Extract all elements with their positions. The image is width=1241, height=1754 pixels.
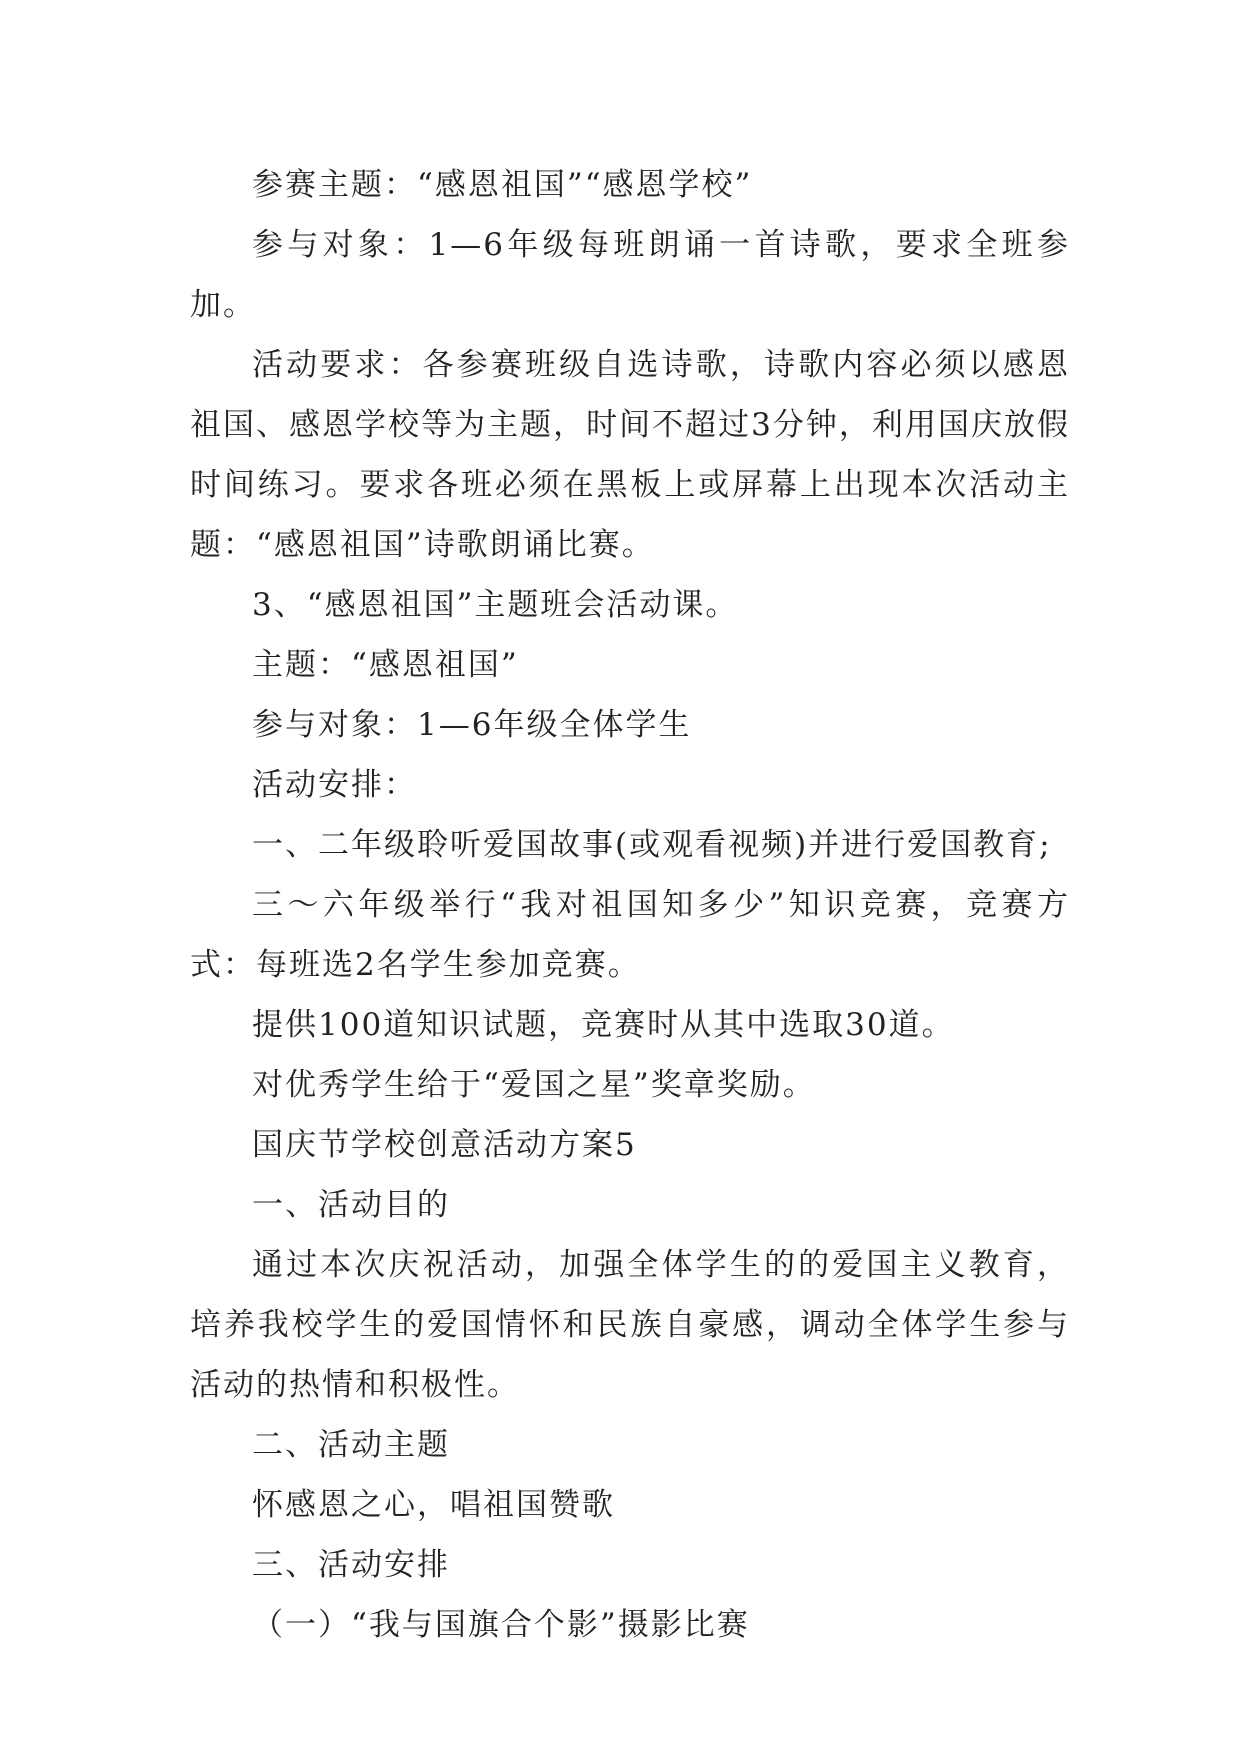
heading-arrangement: 三、活动安排: [252, 1547, 450, 1583]
paragraph-theme-text: 怀感恩之心，唱祖国赞歌: [252, 1487, 615, 1523]
paragraph-meeting-participants: 参与对象：1—6年级全体学生: [252, 707, 692, 743]
paragraph-requirements: 活动要求：各参赛班级自选诗歌，诗歌内容必须以感恩祖国、感恩学校等为主题，时间不超过3分钟，利用国庆放假时间练习。要求各班必须在黑板上或屏幕上出现本次活动主题：“感恩祖国”诗歌朗诵比赛。: [190, 347, 1070, 563]
paragraph-photo-contest: （一）“我与国旗合个影”摄影比赛: [252, 1607, 750, 1643]
paragraph-theme: 参赛主题：“感恩祖国”“感恩学校”: [252, 167, 753, 203]
paragraph-award: 对优秀学生给于“爱国之星”奖章奖励。: [252, 1067, 816, 1103]
paragraph-meeting-theme: 主题：“感恩祖国”: [252, 647, 519, 683]
paragraph-questions: 提供100道知识试题，竞赛时从其中选取30道。: [252, 1007, 955, 1043]
paragraph-purpose: 通过本次庆祝活动，加强全体学生的的爱国主义教育，培养我校学生的爱国情怀和民族自豪感，调动全体学生参与活动的热情和积极性。: [190, 1247, 1070, 1403]
document-body: [190, 155, 1070, 1655]
paragraph-grade-3-6: 三～六年级举行“我对祖国知多少”知识竞赛，竞赛方式：每班选2名学生参加竞赛。: [190, 887, 1070, 983]
section-title-plan-5: 国庆节学校创意活动方案5: [252, 1127, 637, 1163]
paragraph-class-meeting: 3、“感恩祖国”主题班会活动课。: [252, 587, 739, 623]
paragraph-arrangement: 活动安排：: [252, 767, 417, 803]
paragraph-grade-1-2: 一、二年级聆听爱国故事(或观看视频)并进行爱国教育;: [252, 827, 1052, 863]
heading-purpose: 一、活动目的: [252, 1187, 450, 1223]
heading-theme: 二、活动主题: [252, 1427, 450, 1463]
paragraph-participants: 参与对象：1—6年级每班朗诵一首诗歌，要求全班参加。: [190, 227, 1070, 323]
